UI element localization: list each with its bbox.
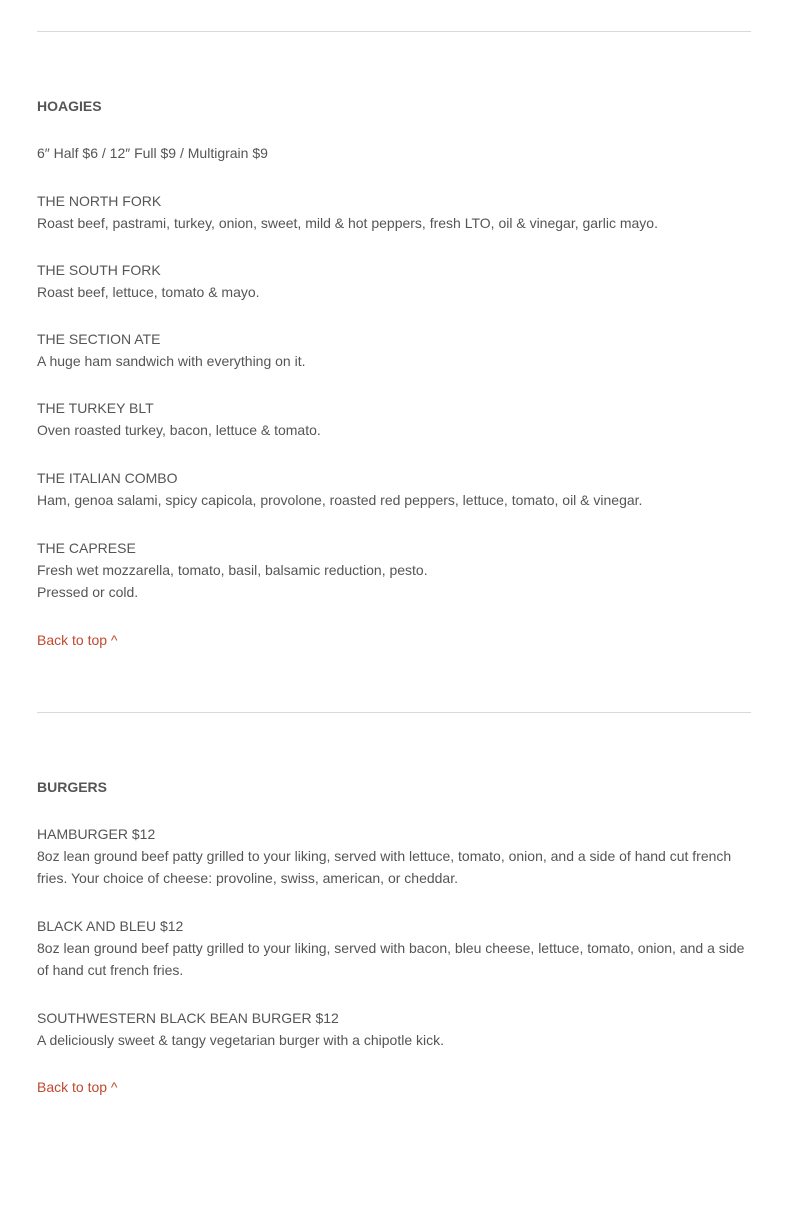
menu-item-description: A deliciously sweet & tangy vegetarian burger with a chipotle kick.: [37, 1032, 444, 1048]
menu-page: [0, 31, 790, 1098]
menu-item: [37, 915, 751, 981]
menu-item-description: Oven roasted turkey, bacon, lettuce & tomato.: [37, 422, 321, 438]
hoagies-pricing: 6″ Half $6 / 12″ Full $9 / Multigrain $9: [37, 145, 268, 161]
menu-item: [37, 328, 751, 372]
section-divider: [37, 31, 751, 32]
menu-item-name: THE TURKEY BLT: [37, 400, 154, 416]
menu-item: [37, 397, 751, 441]
menu-item-description: Roast beef, pastrami, turkey, onion, sweet, mild & hot peppers, fresh LTO, oil & vinegar, garlic mayo.: [37, 215, 658, 231]
section-divider: [37, 712, 751, 713]
menu-item-description: Roast beef, lettuce, tomato & mayo.: [37, 284, 260, 300]
menu-item-name: SOUTHWESTERN BLACK BEAN BURGER $12: [37, 1010, 339, 1026]
hoagies-section: [37, 95, 751, 651]
section-title-burgers: BURGERS: [37, 779, 108, 795]
burgers-section: [37, 776, 751, 1098]
menu-item: [37, 190, 751, 234]
menu-item-description: Fresh wet mozzarella, tomato, basil, balsamic reduction, pesto.: [37, 562, 428, 578]
menu-item: [37, 259, 751, 303]
menu-item-name: BLACK AND BLEU $12: [37, 918, 184, 934]
menu-item-description: Pressed or cold.: [37, 584, 139, 600]
section-title-hoagies: HOAGIES: [37, 98, 102, 114]
back-to-top-link[interactable]: Back to top ^: [37, 1079, 118, 1095]
menu-item-name: THE NORTH FORK: [37, 193, 162, 209]
menu-item-name: THE ITALIAN COMBO: [37, 470, 178, 486]
menu-item-name: HAMBURGER $12: [37, 826, 156, 842]
menu-item: [37, 1007, 751, 1051]
menu-item: [37, 537, 751, 603]
menu-item-name: THE CAPRESE: [37, 540, 136, 556]
menu-item: [37, 823, 751, 889]
menu-item-name: THE SOUTH FORK: [37, 262, 161, 278]
menu-item-description: 8oz lean ground beef patty grilled to your liking, served with lettuce, tomato, onion, and a side of hand cut french fries. Your choice of cheese: provoline, swiss, american, or cheddar.: [37, 848, 732, 886]
menu-item-description: Ham, genoa salami, spicy capicola, provolone, roasted red peppers, lettuce, tomato, oil & vinegar.: [37, 492, 643, 508]
menu-item-description: A huge ham sandwich with everything on it.: [37, 353, 306, 369]
menu-item-name: THE SECTION ATE: [37, 331, 161, 347]
menu-item: [37, 467, 751, 511]
menu-item-description: 8oz lean ground beef patty grilled to your liking, served with bacon, bleu cheese, lettuce, tomato, onion, and a side of hand cut french fries.: [37, 940, 745, 978]
back-to-top-link[interactable]: Back to top ^: [37, 632, 118, 648]
